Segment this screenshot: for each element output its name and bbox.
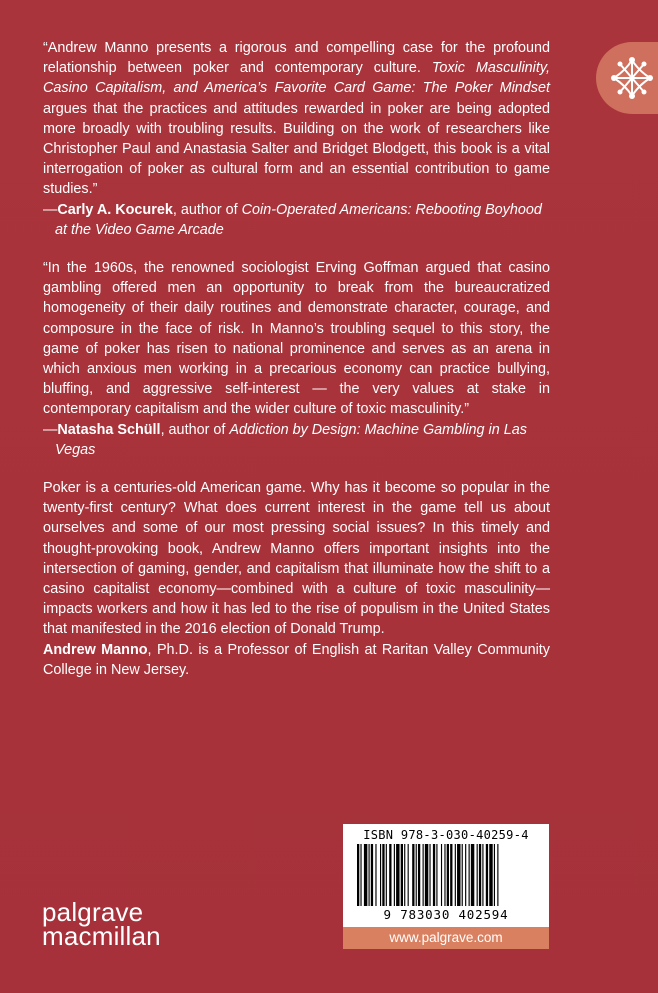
barcode-bar	[462, 844, 463, 906]
barcode-bar	[433, 844, 435, 906]
barcode-bar	[408, 844, 409, 906]
endorser-role: , author of	[172, 201, 242, 218]
barcode-bar	[441, 844, 442, 906]
barcode-bar	[401, 844, 403, 906]
publisher-line-1: palgrave	[42, 897, 144, 927]
barcode-bar	[380, 844, 381, 906]
endorsement-2	[43, 258, 550, 460]
back-cover-text	[43, 38, 550, 680]
endorser-name: Carly A. Kocurek	[57, 201, 173, 218]
author-name: Andrew Manno	[43, 641, 148, 658]
book-description: Poker is a centuries-old American game. Why has it become so popular in the twenty-first century? What does current interest in the game tell us about ourselves and some of our most pressing social issues? In this timely and thought-provoking book, Andrew Manno offers important insights into the intersection of gaming, gender, and capitalism that illuminate how the shift to a casino capitalist economy—combined with a culture of toxic masculinity—impacts workers and how it has led to the rise of populism in the United States that manifested in the 2016 election of Donald Trump.	[43, 480, 550, 638]
barcode-bar	[404, 844, 405, 906]
author-bio	[43, 640, 550, 680]
isbn-label: ISBN 978-3-030-40259-4	[363, 828, 529, 842]
endorsement-text	[43, 38, 550, 200]
barcode-bar	[375, 844, 376, 906]
barcode-bar	[497, 844, 498, 906]
endorsement-1	[43, 38, 550, 240]
isbn-barcode	[343, 824, 549, 927]
barcode-bar	[469, 844, 470, 906]
barcode-bar	[360, 844, 361, 906]
barcode-bar	[389, 844, 391, 906]
barcode-bar	[371, 844, 373, 906]
barcode-bar	[455, 844, 456, 906]
barcode-bar	[423, 844, 424, 906]
publisher-line-2: macmillan	[42, 921, 161, 951]
barcode-bar	[471, 844, 474, 906]
barcode-bar	[416, 844, 417, 906]
barcode-bar	[477, 844, 478, 906]
barcode-bar	[386, 844, 387, 906]
barcode-bar	[418, 844, 420, 906]
publisher-url[interactable]: www.palgrave.com	[343, 927, 549, 949]
endorser-work: Addiction by Design: Machine Gambling in Las Vegas	[55, 421, 527, 458]
endorsement-text	[43, 258, 550, 420]
endorser-role: , author of	[160, 421, 230, 438]
endorser-name: Natasha Schüll	[57, 421, 161, 438]
book-title: Toxic Masculinity, Casino Capitalism, and America’s Favorite Card Game: The Poker Mindset	[43, 60, 550, 97]
barcode-bar	[382, 844, 384, 906]
barcode-bar	[425, 844, 428, 906]
barcode-bar	[450, 844, 452, 906]
quote-text: argues that the practices and attitudes rewarded in poker are being adopted more broadly with troubling results. Building on the work of researchers like Christopher Paul and Anastasia Salter and Bridget Blodgett, this book is a vital interrogation of poker as cultural form and an essential contribution to game studies.”	[43, 100, 550, 198]
quote-text: “In the 1960s, the renowned sociologist Erving Goffman argued that casino gambling offered men an opportunity to break from the bureaucratized homogeneity of their daily routines and demonstrate character, courage, and composure in the face of risk. In Manno’s troubling sequel to this story, the game of poker has risen to national prominence and serves as an arena in which anxious men working in a precarious economy can practice bullying, bluffing, and aggressive self-interest — the very values at stake in contemporary capitalism and the wider culture of toxic masculinity.”	[43, 260, 550, 418]
barcode-bar	[482, 844, 483, 906]
quote-text: “Andrew Manno presents a rigorous and compelling case for the profound relationship between poker and contemporary culture.	[43, 40, 550, 77]
barcode-bar	[396, 844, 399, 906]
series-badge	[596, 42, 658, 114]
author-bio-text: , Ph.D. is a Professor of English at Raritan Valley Community College in New Jersey.	[43, 641, 551, 678]
dash: —	[43, 421, 58, 438]
barcode-bar	[444, 844, 445, 906]
barcode-bar	[447, 844, 449, 906]
barcode-bar	[465, 844, 466, 906]
barcode-bar	[357, 844, 359, 906]
barcode-bars	[351, 844, 541, 906]
barcode-bar	[494, 844, 495, 906]
publisher-logo	[42, 897, 161, 951]
barcode-bar	[394, 844, 395, 906]
barcode-bar	[479, 844, 481, 906]
dash: —	[43, 201, 58, 218]
endorsement-attribution	[43, 200, 550, 240]
barcode-bar	[364, 844, 367, 906]
palgrave-network-icon	[608, 52, 656, 104]
barcode-bar	[429, 844, 430, 906]
isbn-digits: 9 783030 402594	[383, 907, 509, 922]
endorsement-attribution	[43, 420, 550, 460]
barcode-bar	[412, 844, 414, 906]
endorser-work: Coin-Operated Americans: Rebooting Boyhood at the Video Game Arcade	[55, 201, 542, 238]
barcode-bar	[486, 844, 488, 906]
barcode-bar	[369, 844, 370, 906]
barcode-bar	[457, 844, 460, 906]
barcode-bar	[436, 844, 437, 906]
barcode-bar	[489, 844, 492, 906]
